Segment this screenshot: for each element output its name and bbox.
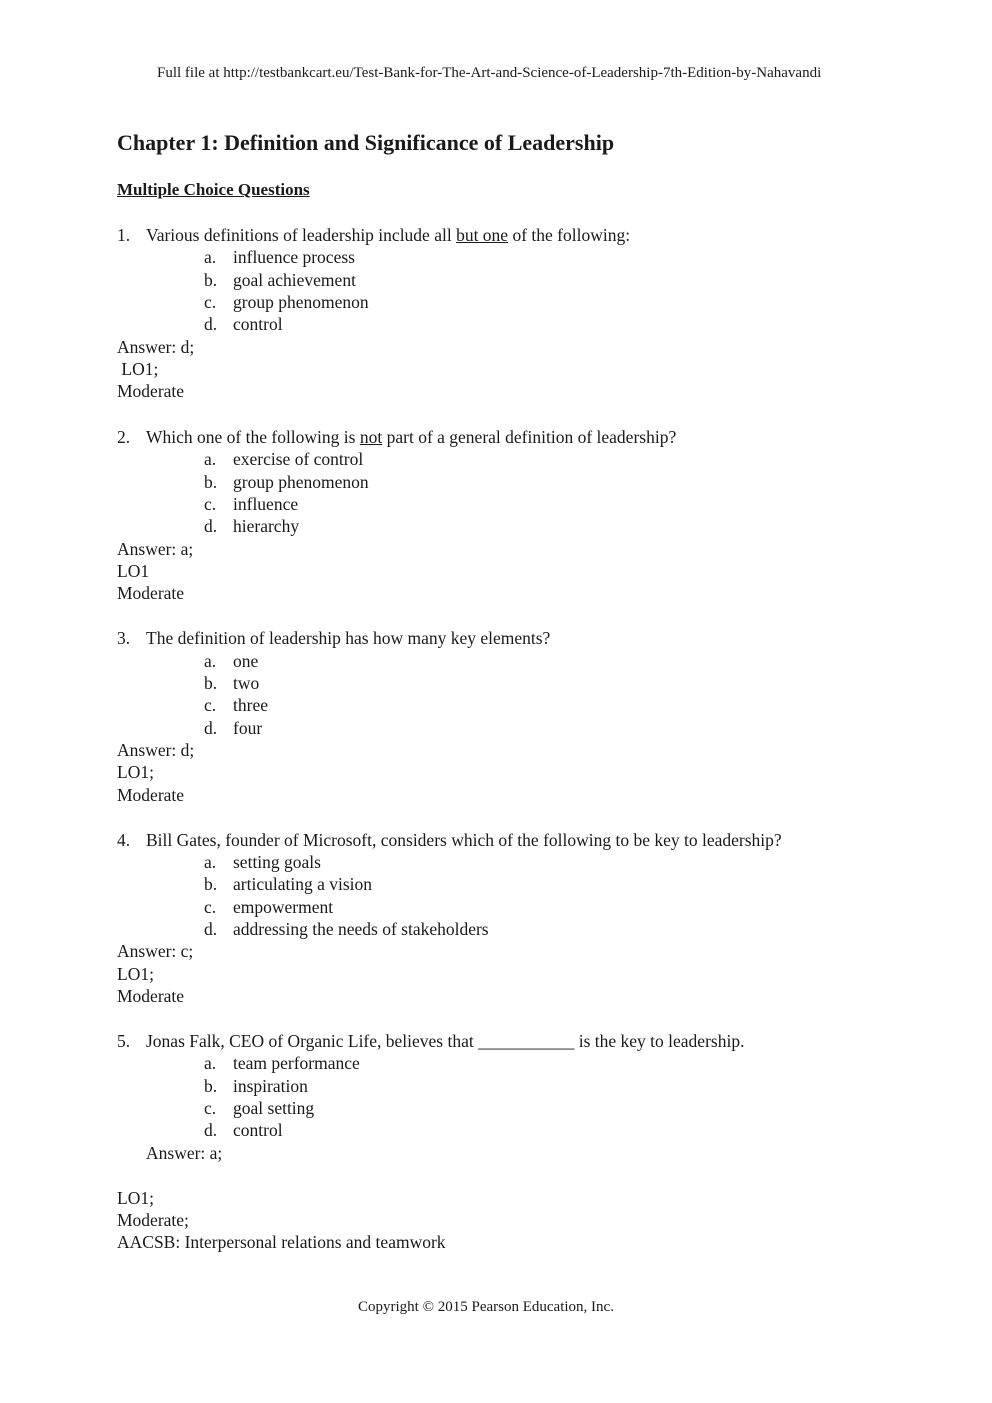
answer-line: Answer: a; [117,539,194,559]
question-stem [117,829,782,851]
learning-objective: LO1; [117,359,159,379]
option-text: goal setting [233,1098,315,1118]
option-text: four [233,718,263,738]
option-text: one [233,651,259,671]
option-text: control [233,314,283,334]
option-letter: c. [204,292,217,312]
option-letter: c. [204,695,217,715]
question-number: 5. [117,1031,131,1051]
option-letter: d. [204,1120,218,1140]
option-text: group phenomenon [233,292,369,312]
learning-objective: LO1; [117,762,154,782]
option-text: influence [233,494,299,514]
option-letter: c. [204,1098,217,1118]
option-text: goal achievement [233,270,356,290]
option-text: setting goals [233,852,321,872]
option-text: team performance [233,1053,360,1073]
answer-line: Answer: d; [117,337,195,357]
option-letter: d. [204,718,218,738]
option-c [204,694,268,716]
question-text: Which one of the following is [146,427,360,447]
learning-objective: LO1; [117,964,154,984]
question-stem [117,224,630,246]
option-d [204,918,489,940]
option-letter: a. [204,247,217,267]
learning-objective: LO1 [117,561,150,581]
header-link-text: Full file at http://testbankcart.eu/Test-Bank-for-The-Art-and-Science-of-Leadership-7th-Edition-by-Nahavandi [157,65,822,81]
difficulty: Moderate [117,381,185,401]
option-letter: b. [204,1076,218,1096]
option-text: control [233,1120,283,1140]
option-b [204,873,372,895]
question-text: Bill Gates, founder of Microsoft, considers which of the following to be key to leadership? [146,830,782,850]
option-d [204,1119,283,1141]
option-text: three [233,695,268,715]
option-text: addressing the needs of stakeholders [233,919,489,939]
section-heading: Multiple Choice Questions [117,180,310,199]
option-letter: b. [204,270,218,290]
chapter-title: Chapter 1: Definition and Significance of Leadership [117,130,615,155]
option-b [204,471,369,493]
option-a [204,650,258,672]
option-text: articulating a vision [233,874,372,894]
option-a [204,246,355,268]
option-letter: b. [204,874,218,894]
option-letter: a. [204,852,217,872]
difficulty: Moderate [117,986,185,1006]
option-letter: d. [204,919,218,939]
answer-line: Answer: d; [117,740,195,760]
option-text: influence process [233,247,355,267]
difficulty: Moderate [117,583,185,603]
question-text: Various definitions of leadership include all [146,225,457,245]
question-number: 1. [117,225,131,245]
question-stem [117,627,550,649]
option-letter: d. [204,516,218,536]
question-stem [117,1030,744,1052]
option-c [204,493,298,515]
option-text: hierarchy [233,516,300,536]
option-a [204,448,363,470]
question-number: 3. [117,628,131,648]
option-letter: a. [204,651,217,671]
option-c [204,291,369,313]
question-text-end: of the following: [508,225,631,245]
option-letter: a. [204,449,217,469]
option-d [204,717,262,739]
option-text: group phenomenon [233,472,369,492]
learning-objective: LO1; [117,1188,154,1208]
option-a [204,851,321,873]
option-text: empowerment [233,897,334,917]
option-letter: a. [204,1053,217,1073]
aacsb-standard: AACSB: Interpersonal relations and teamwork [117,1232,446,1252]
question-emphasis: but one [456,225,509,245]
answer-line: Answer: c; [117,941,194,961]
option-letter: b. [204,673,218,693]
option-letter: c. [204,494,217,514]
option-text: inspiration [233,1076,308,1096]
question-number: 2. [117,427,131,447]
option-a [204,1052,360,1074]
option-text: two [233,673,260,693]
option-b [204,1075,308,1097]
option-text: exercise of control [233,449,364,469]
copyright-footer: Copyright © 2015 Pearson Education, Inc. [358,1299,614,1315]
option-letter: c. [204,897,217,917]
option-b [204,269,356,291]
difficulty: Moderate [117,785,185,805]
question-text: The definition of leadership has how many key elements? [146,628,551,648]
option-d [204,313,283,335]
difficulty: Moderate; [117,1210,189,1230]
answer-line: Answer: a; [146,1143,223,1163]
question-text: Jonas Falk, CEO of Organic Life, believes that ___________ is the key to leadership. [146,1031,745,1051]
question-text-end: part of a general definition of leadership? [382,427,677,447]
option-c [204,896,333,918]
option-b [204,672,259,694]
option-letter: d. [204,314,218,334]
option-d [204,515,299,537]
option-c [204,1097,314,1119]
question-stem [117,426,676,448]
option-letter: b. [204,472,218,492]
question-emphasis: not [359,427,383,447]
question-number: 4. [117,830,131,850]
